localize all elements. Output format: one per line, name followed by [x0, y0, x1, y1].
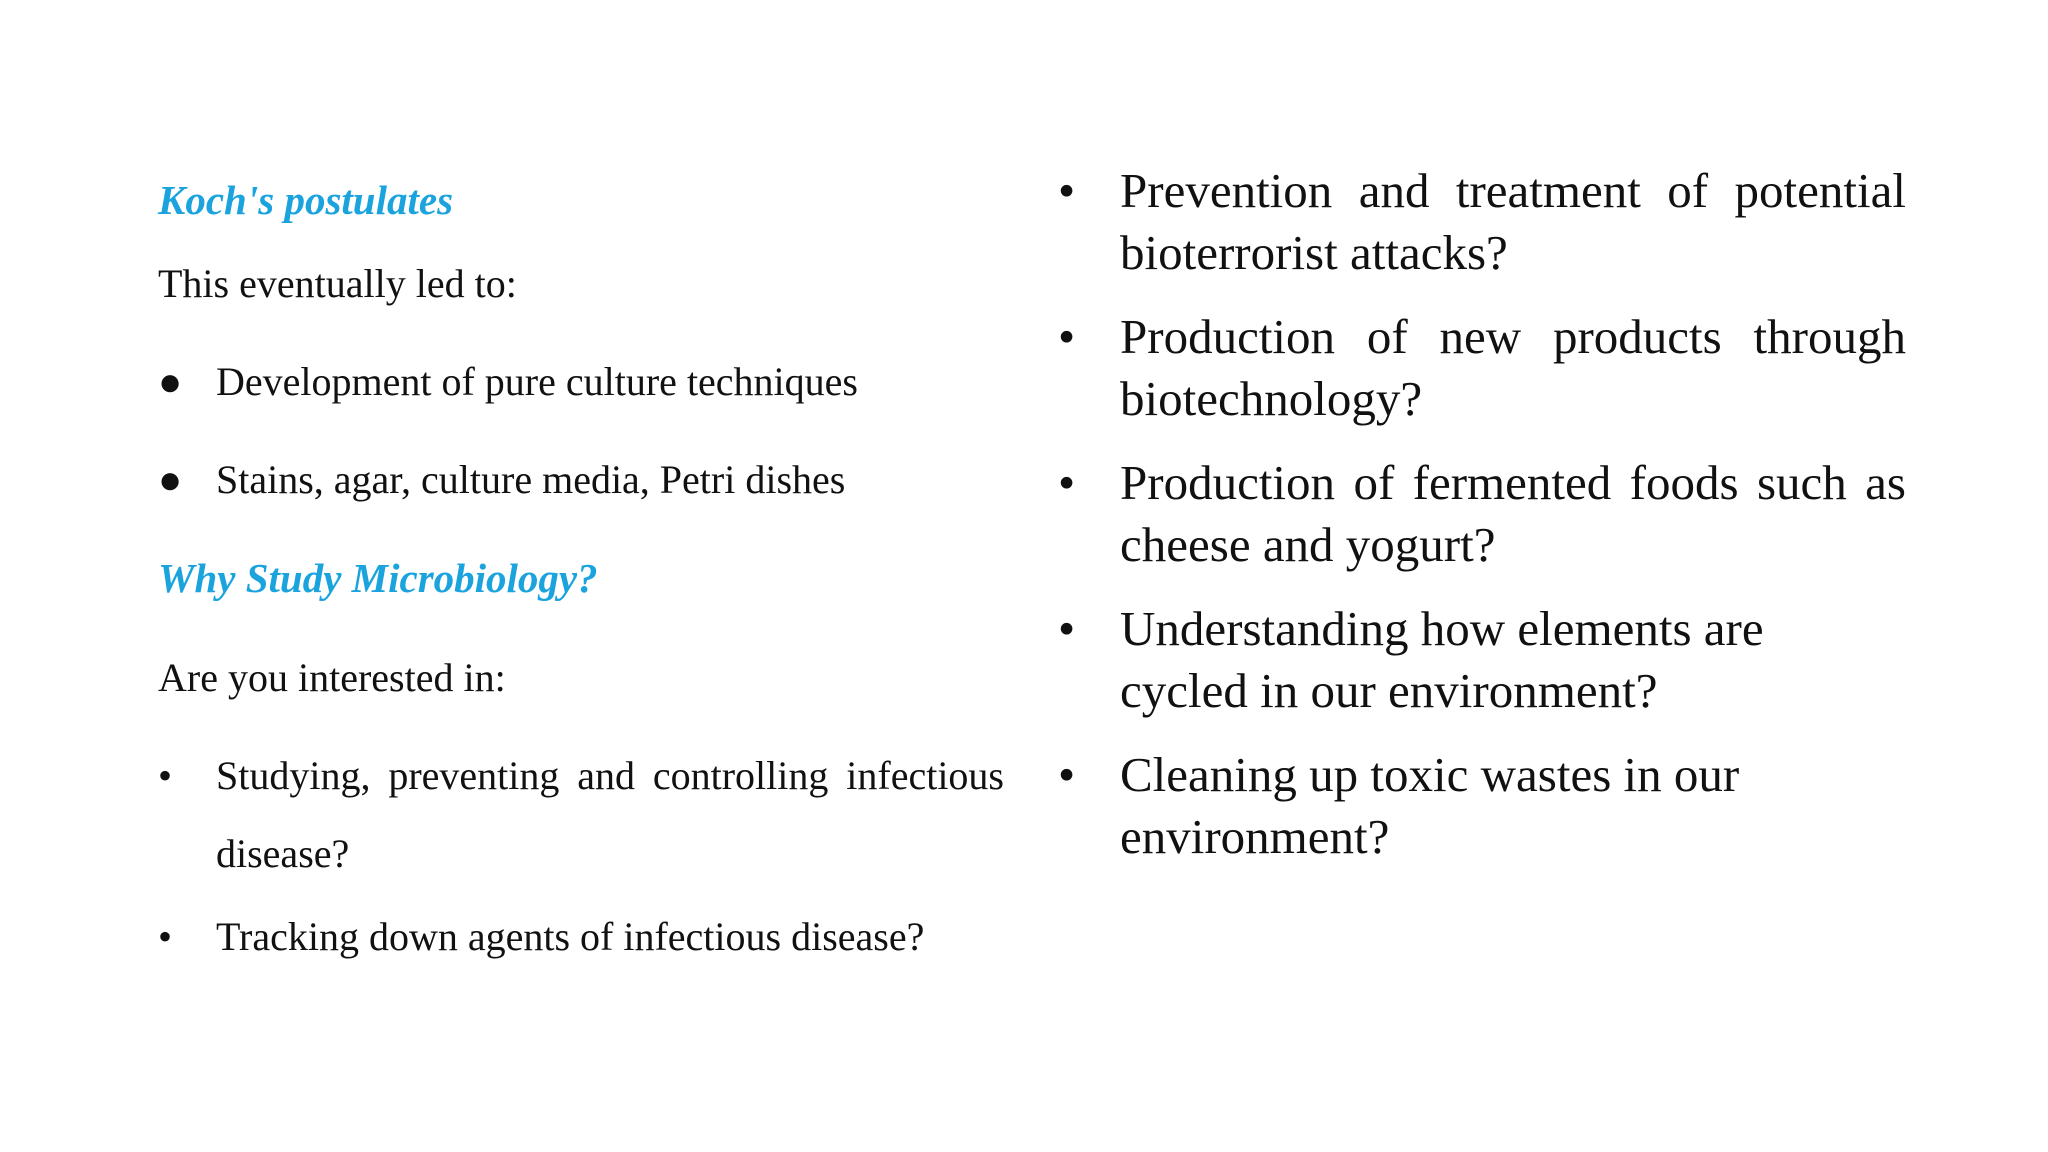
intro-line: This eventually led to:	[158, 261, 517, 306]
question-line: Are you interested in:	[158, 655, 506, 700]
heading-why-study: Why Study Microbiology?	[158, 555, 598, 601]
list-item-text: Tracking down agents of infectious disease?	[216, 914, 925, 959]
bullet-icon: ●	[158, 457, 183, 502]
list-item	[158, 456, 1004, 504]
list-item-text: Production of new products through biotechnology?	[1120, 309, 1906, 426]
list-item	[158, 358, 1004, 406]
bullet-icon: •	[1058, 309, 1076, 364]
list-item	[1058, 598, 1906, 722]
right-bullet-list	[1058, 160, 1906, 868]
list-item-text: Development of pure culture techniques	[216, 359, 858, 404]
bullet-icon: •	[1058, 455, 1076, 510]
led-to-list	[158, 358, 1004, 504]
interest-list	[158, 737, 1004, 961]
list-item	[158, 737, 1004, 893]
bullet-icon: •	[1058, 163, 1076, 218]
heading-koch-postulates: Koch's postulates	[158, 177, 454, 223]
list-item	[158, 913, 1004, 961]
list-item	[1058, 306, 1906, 430]
list-item-text: Stains, agar, culture media, Petri dishes	[216, 457, 846, 502]
list-item-text: Studying, preventing and controlling infectious disease?	[216, 753, 1004, 876]
list-item	[1058, 452, 1906, 576]
list-item-text: Understanding how elements are cycled in our environment?	[1120, 601, 1764, 718]
bullet-icon: •	[158, 914, 173, 959]
list-item-text: Prevention and treatment of potential bioterrorist attacks?	[1120, 163, 1906, 280]
bullet-icon: •	[158, 753, 173, 798]
list-item-text: Production of fermented foods such as cheese and yogurt?	[1120, 455, 1906, 572]
list-item	[1058, 160, 1906, 284]
left-column	[158, 176, 1004, 961]
bullet-icon: ●	[158, 359, 183, 404]
list-item-text: Cleaning up toxic wastes in our environment?	[1120, 747, 1740, 864]
list-item	[1058, 744, 1906, 868]
right-column	[1058, 160, 1906, 890]
bullet-icon: •	[1058, 747, 1076, 802]
bullet-icon: •	[1058, 601, 1076, 656]
